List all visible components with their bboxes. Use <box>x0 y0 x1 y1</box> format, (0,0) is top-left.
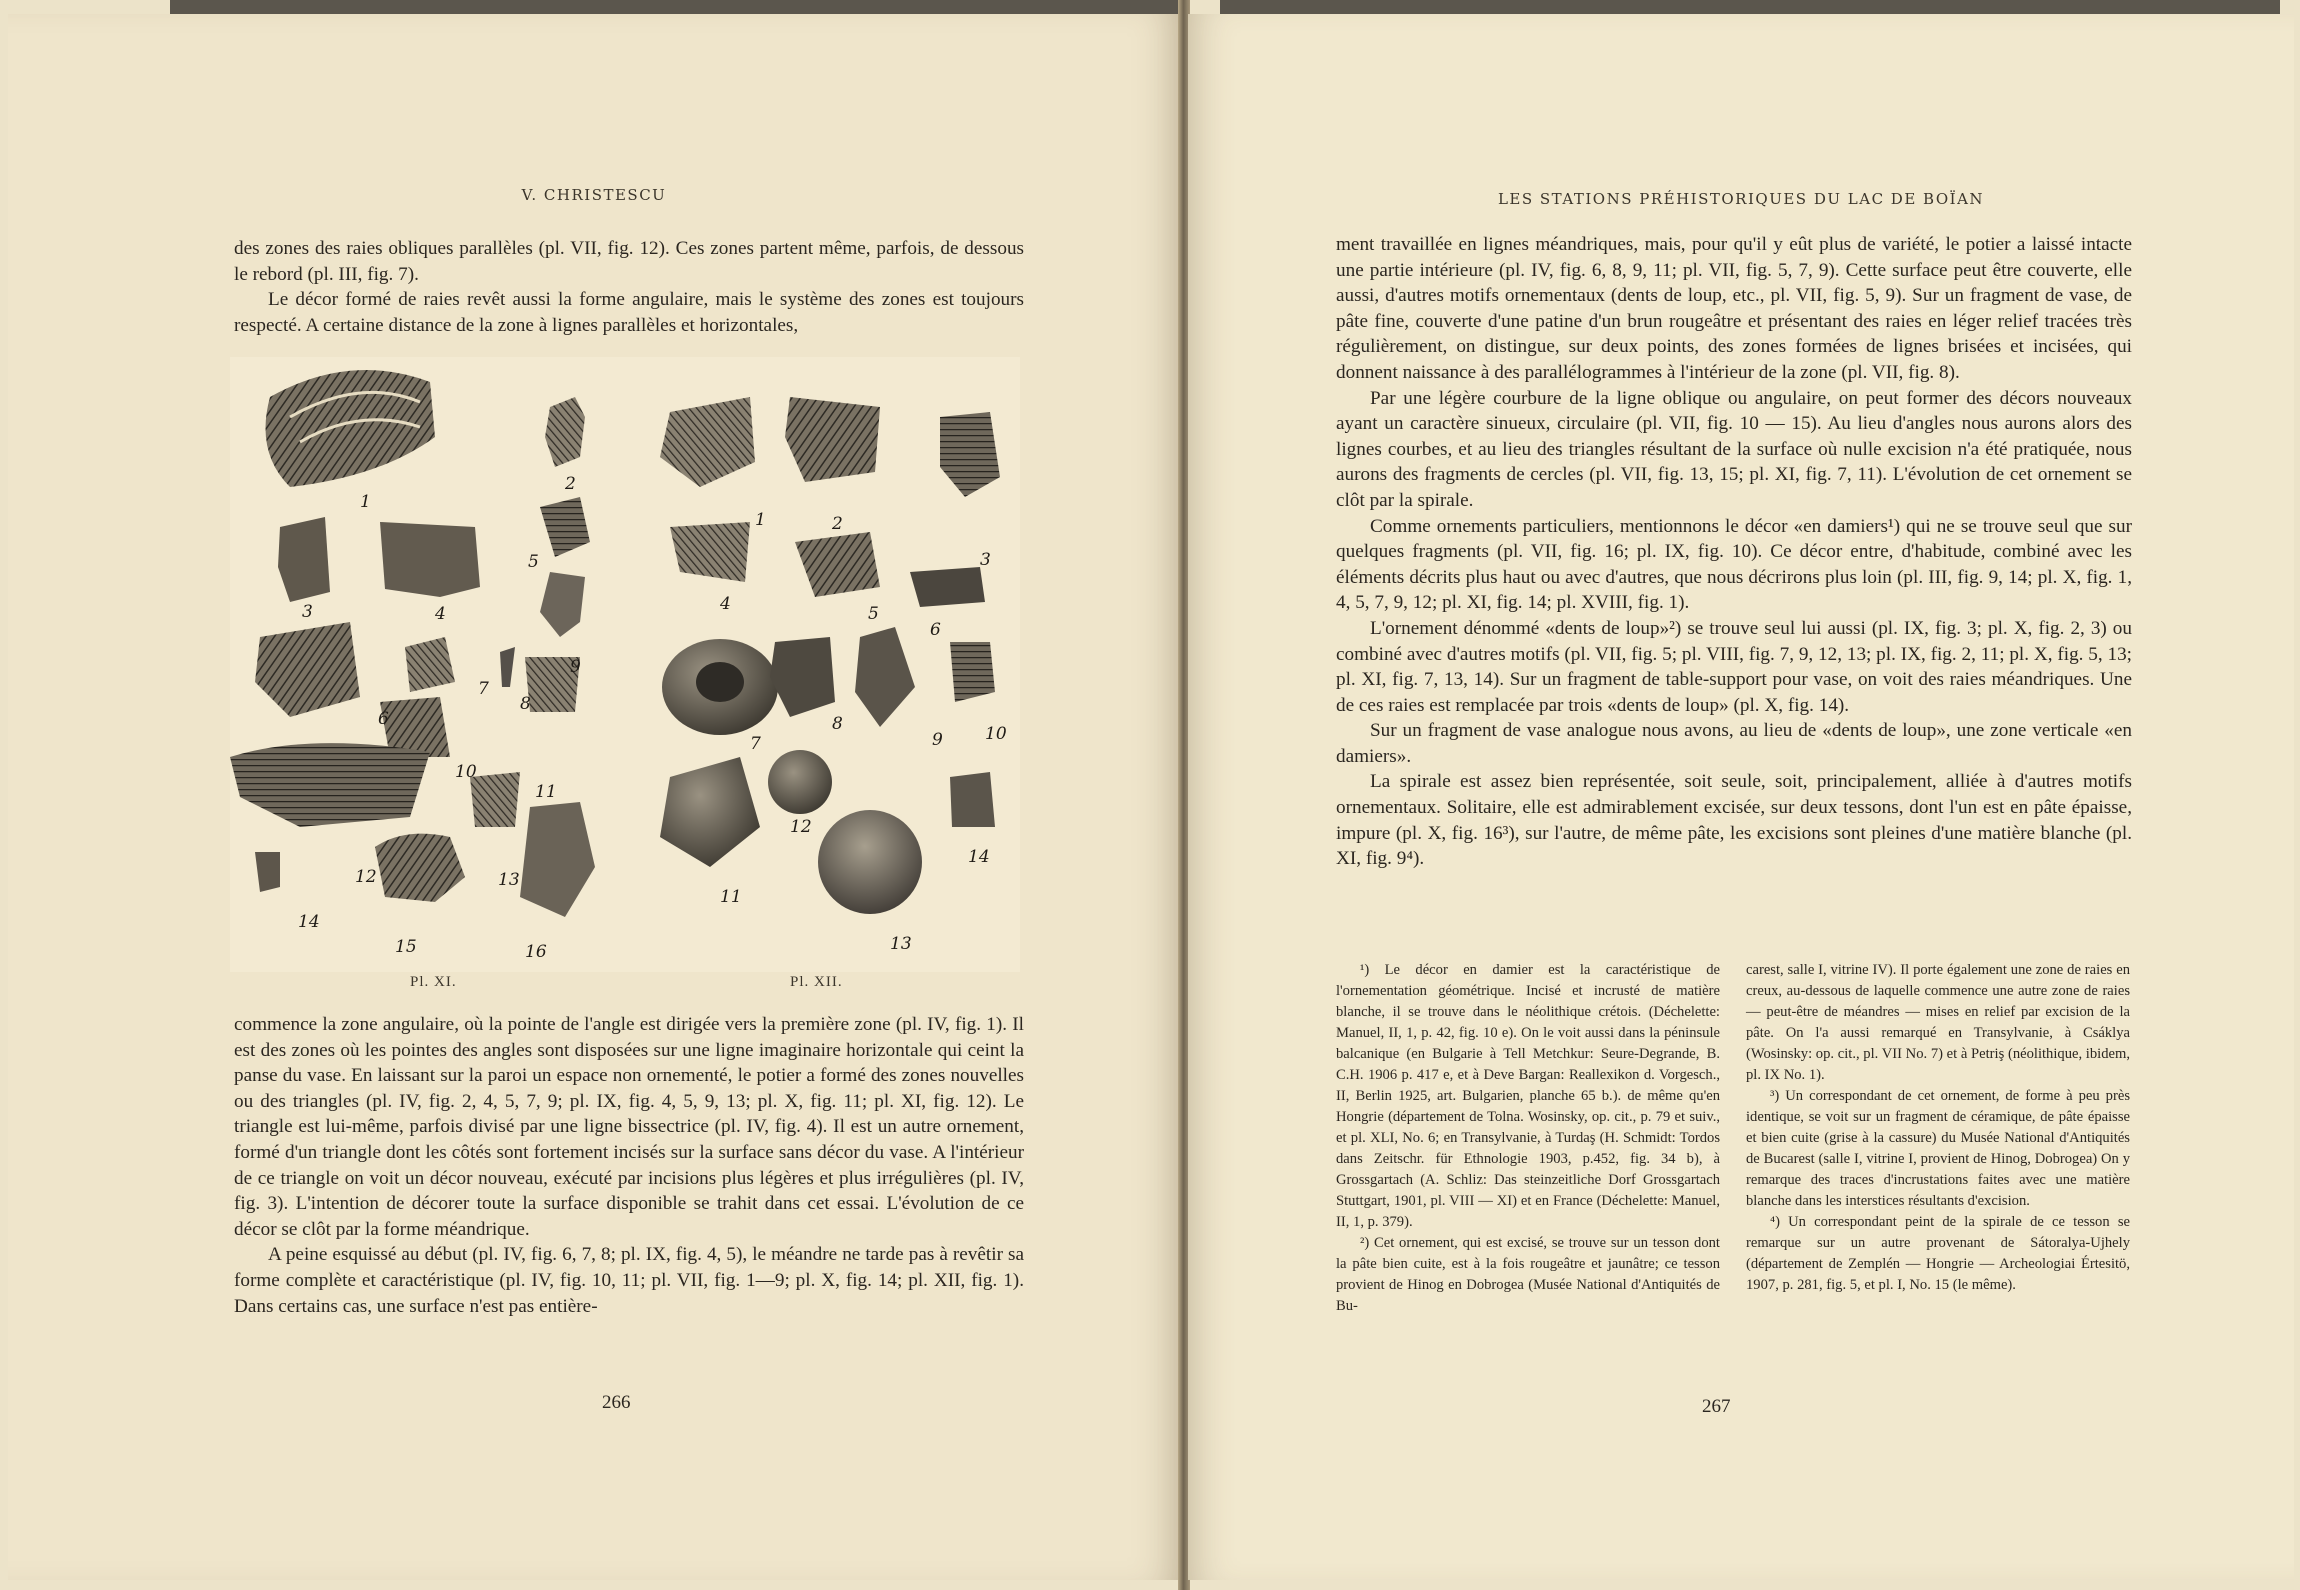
fig-number: 2 <box>832 514 843 534</box>
fig-number: 4 <box>720 594 731 614</box>
left-page <box>8 14 1180 1580</box>
footnote: ¹) Le décor en damier est la caractéristique de l'ornementation géométrique. Incisé et incrusté de matière blanche, il se trouve dans le néolithique crétois. (Déchelette: Manuel, II, 1, p. 42, fig. 10 e). On le voit aussi dans la péninsule balcanique (en Bulgarie à Tell Metchkur: Seure-Degrande, B. C.H. 1906 p. 417 e, et à Deve Bargan: Reallexikon d. Vorgesch., II, Berlin 1925, art. Bulgarien, planche 65 b.). de même qu'en Hongrie (département de Tolna. Wosinsky, op. cit., p. 79 et suiv., et pl. XLI, No. 6; en Transylvanie, à Turdaş (H. Schmidt: Tordos dans Zeitschr. für Ethnologie 1903, p.452, fig. 34 b), à Grossgartach (A. Schliz: Das steinzeitliche Dorf Grossgartach Stuttgart, 1901, pl. VIII — XI) et en France (Déchelette: Manuel, II, 1, p. 379). <box>1336 962 1720 1230</box>
running-header: LES STATIONS PRÉHISTORIQUES DU LAC DE BOÏAN <box>1497 190 1985 208</box>
fig-number: 2 <box>565 474 576 494</box>
running-header: V. CHRISTESCU <box>521 186 667 204</box>
fig-number: 11 <box>720 887 742 907</box>
plates-figure <box>230 357 1020 972</box>
footnotes-column-right <box>1746 960 2130 1296</box>
paragraph: La spirale est assez bien représentée, soit seule, soit, principalement, alliée à d'autres motifs ornementaux. Solitaire, elle est admirablement excisée, sur deux tessons, dont l'un est en pâte épaisse, impure (pl. X, fig. 16³), sur l'autre, de même pâte, les excisions sont pleines d'une matière blanche (pl. XI, fig. 9⁴). <box>1336 771 2132 870</box>
footnotes-column-left <box>1336 960 1720 1317</box>
fig-number: 11 <box>535 782 557 802</box>
fig-number: 5 <box>528 552 539 572</box>
body-text <box>1336 232 2132 872</box>
fig-number: 7 <box>478 679 489 699</box>
paragraph: Sur un fragment de vase analogue nous avons, au lieu de «dents de loup», une zone verticale «en damiers». <box>1336 720 2132 767</box>
fig-number: 16 <box>525 942 547 962</box>
plate-label-xii: Pl. XII. <box>790 974 843 990</box>
fig-number: 5 <box>868 604 879 624</box>
fig-number: 15 <box>395 937 417 957</box>
footnote: carest, salle I, vitrine IV). Il porte également une zone de raies en creux, au-dessous de laquelle commence une autre zone de raies — peut-être de méandres — mises en relief par excision de la pâte. On l'a aussi remarqué en Transylvanie, à Csáklya (Wosinsky: op. cit., pl. VII No. 7) et à Petriş (néolithique, ibidem, pl. IX No. 1). <box>1746 962 2130 1083</box>
plate-label-xi: Pl. XI. <box>410 974 457 990</box>
fig-number: 10 <box>455 762 477 782</box>
footnote: ²) Cet ornement, qui est excisé, se trouve sur un tesson dont la pâte bien cuite, est à la fois rougeâtre et jaunâtre; ce tesson provient de Hinog en Dobrogea (Musée National d'Antiquités de Bu- <box>1336 1235 1720 1314</box>
fig-number: 3 <box>302 602 313 622</box>
fig-number: 3 <box>980 550 991 570</box>
fig-number: 12 <box>355 867 377 887</box>
paragraph: Comme ornements particuliers, mentionnons le décor «en damiers¹) qui ne se trouve seul que sur quelques fragments (pl. VII, fig. 16; pl. IX, fig. 10). Ce décor entre, d'habitude, combiné avec les éléments décrits plus haut ou avec d'autres, que nous décrirons plus loin (pl. III, fig. 9, 14; pl. X, fig. 1, 4, 5, 7, 9, 12; pl. XI, fig. 14; pl. XVIII, fig. 1). <box>1336 515 2132 614</box>
paragraph: L'ornement dénommé «dents de loup»²) se trouve seul lui aussi (pl. IX, fig. 3; pl. X, fig. 2, 3) ou combiné avec d'autres motifs (pl. VII, fig. 5; pl. VIII, fig. 7, 9, 12, 13; pl. IX, fig. 2, 11; pl. X, fig. 5, 13; pl. XI, fig. 7, 13, 14). Sur un fragment de table-support pour vase, on voit des raies méandriques. Une de ces raies est remplacée par trois «dents de loup» (pl. X, fig. 14). <box>1336 617 2132 716</box>
fig-number: 9 <box>932 730 943 750</box>
fig-number: 1 <box>360 492 371 512</box>
paragraph: Par une légère courbure de la ligne oblique ou angulaire, on peut former des décors nouveaux ayant un caractère sinueux, circulaire (pl. VII, fig. 10 — 15). Au lieu d'angles nous aurons alors des lignes courbes, et au lieu des triangles résultant de la surface où nulle excision n'a été pratiquée, nous aurons des fragments de cercles (pl. VII, fig. 13, 15; pl. XI, fig. 7, 11). L'évolution de cet ornement se clôt par la spirale. <box>1336 387 2132 511</box>
footnote: ⁴) Un correspondant peint de la spirale de ce tesson se remarque sur un autre provenant de Sátoralya-Ujhely (département de Zemplén — Hongrie — Archeologiai Értesitö, 1907, p. 281, fig. 5, et pl. I, No. 15 (le même). <box>1746 1214 2130 1293</box>
body-text-bottom <box>234 1012 1024 1319</box>
body-text-top <box>234 236 1024 338</box>
paragraph: commence la zone angulaire, où la pointe de l'angle est dirigée vers la première zone (pl. IV, fig. 1). Il est des zones où les pointes des angles sont disposées sur une ligne imaginaire horizontale qui ceint la panse du vase. En laissant sur la paroi un espace non ornementé, le potier a formé des zones nouvelles ou des triangles (pl. IV, fig. 2, 4, 5, 7, 9; pl. IX, fig. 4, 5, 9, 13; pl. X, fig. 11; pl. XI, fig. 12). Le triangle est lui-même, parfois divisé par une ligne bissectrice (pl. IV, fig. 4). Il est un autre ornement, formé d'un triangle dont les côtés sont fortement incisés sur la surface sans décor du vase. A l'intérieur de ce triangle on voit un décor nouveau, exécuté par incisions plus légères et plus irrégulières (pl. IV, fig. 3). L'intention de décorer toute la surface disponible se trahit dans cet essai. L'évolution de ce décor se clôt par la forme méandrique. <box>234 1014 1024 1240</box>
fig-number: 4 <box>435 604 446 624</box>
footnote: ³) Un correspondant de cet ornement, de forme à peu près identique, se voit sur un fragment de céramique, de pâte épaisse et bien cuite (grise à la cassure) du Musée National d'Antiquités de Bucarest (salle I, vitrine I, provient de Hinog, Dobrogea) On y remarque des traces d'incrustations faites avec une matière blanche dans les interstices résultants d'excision. <box>1746 1088 2130 1209</box>
paragraph: Le décor formé de raies revêt aussi la forme angulaire, mais le système des zones est toujours respecté. A certaine distance de la zone à lignes parallèles et horizontales, <box>234 289 1024 336</box>
fig-number: 8 <box>520 694 531 714</box>
fig-number: 10 <box>985 724 1007 744</box>
fig-number: 12 <box>790 817 812 837</box>
paragraph: des zones des raies obliques parallèles (pl. VII, fig. 12). Ces zones partent même, parfois, de dessous le rebord (pl. III, fig. 7). <box>234 238 1024 285</box>
fig-number: 6 <box>930 620 941 640</box>
plate-labels <box>230 969 1020 994</box>
fig-number: 14 <box>968 847 990 867</box>
right-page <box>1188 14 2294 1580</box>
fig-number: 1 <box>755 510 766 530</box>
fig-number: 6 <box>378 709 389 729</box>
fig-number: 13 <box>890 934 912 954</box>
paragraph: ment travaillée en lignes méandriques, mais, pour qu'il y eût plus de variété, le potier a laissé intacte une partie intérieure (pl. IV, fig. 6, 8, 9, 11; pl. VII, fig. 5, 7, 9). Cette surface peut être couverte, elle aussi, d'autres motifs ornementaux (dents de loup, etc., pl. VII, fig. 5, 9). Sur un fragment de vase, de pâte fine, couverte d'une patine d'un brun rougeâtre et présentant des raies en léger relief tracées très régulièrement, on distingue, sur deux points, des zones formées de lignes brisées et incisées, qui donnent naissance à des parallélogrammes à l'intérieur de la zone (pl. VII, fig. 8). <box>1336 234 2132 383</box>
fig-number: 14 <box>298 912 320 932</box>
fig-number: 7 <box>750 734 761 754</box>
page-number: 266 <box>602 1392 631 1413</box>
fig-number: 8 <box>832 714 843 734</box>
page-number: 267 <box>1702 1396 1731 1417</box>
fig-number: 13 <box>498 870 520 890</box>
paragraph: A peine esquissé au début (pl. IV, fig. 6, 7, 8; pl. IX, fig. 4, 5), le méandre ne tarde pas à revêtir sa forme complète et caractéristique (pl. IV, fig. 10, 11; pl. VII, fig. 1—9; pl. X, fig. 14; pl. XII, fig. 1). Dans certains cas, une surface n'est pas entière- <box>234 1244 1024 1317</box>
fig-number: 9 <box>570 657 581 677</box>
